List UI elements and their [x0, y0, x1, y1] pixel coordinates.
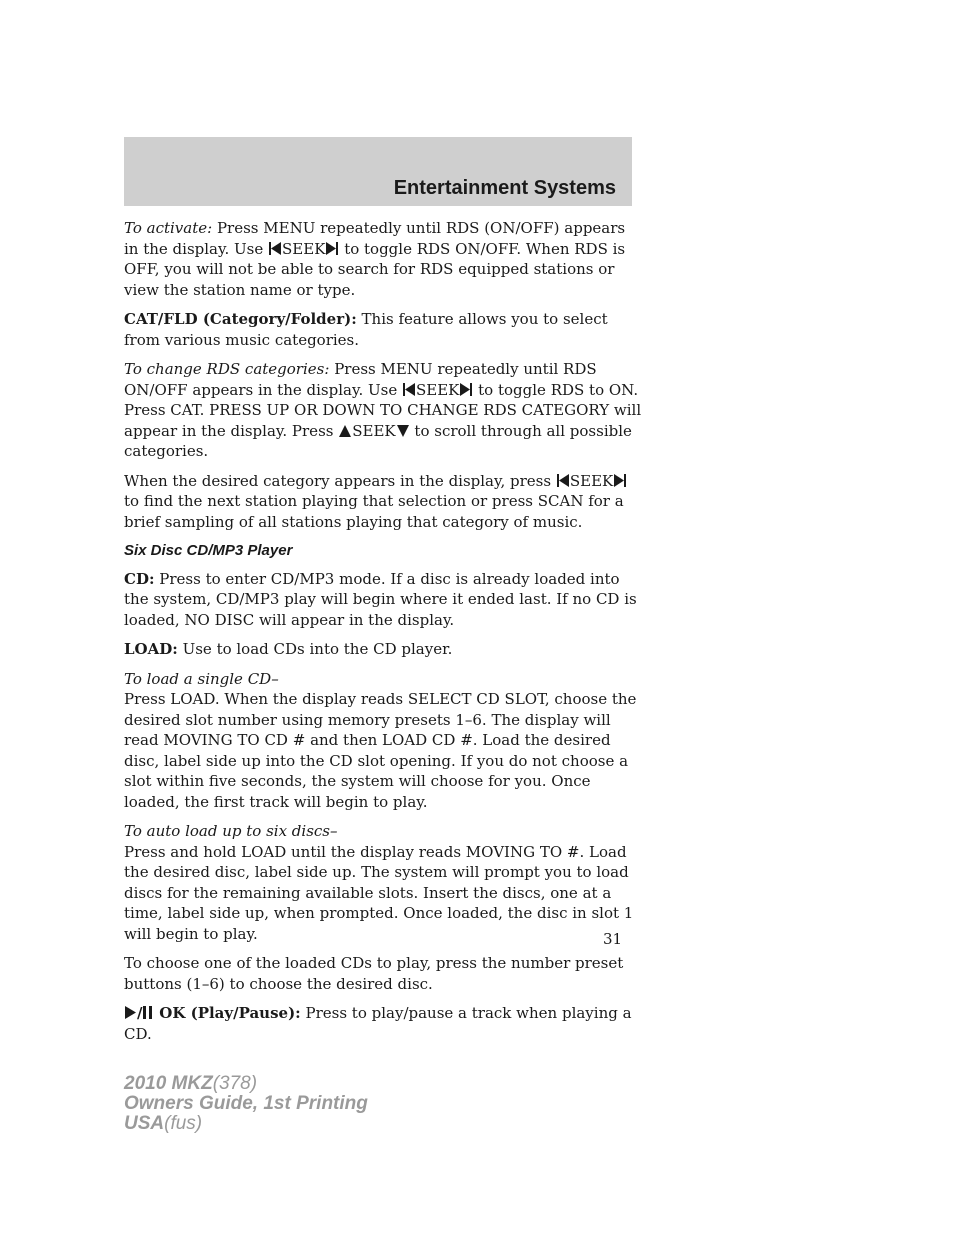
- paragraph-choose-cd: To choose one of the loaded CDs to play, press the number preset buttons (1–6) to choose the desired disc.: [124, 954, 624, 993]
- lead-cat-fld: CAT/FLD (Category/Folder):: [124, 310, 357, 328]
- paragraph-load-single: To load a single CD– Press LOAD. When the display reads SELECT CD SLOT, choose the desired slot number using memory presets 1–6. The display will read MOVING TO CD # and then LOAD CD #. Load the desired disc, label side up into the CD slot opening. If you do not choose a slot within five seconds, the system will choose for you. Once loaded, the first track will begin to play.: [124, 669, 637, 811]
- footer-print-info: [124, 1074, 368, 1134]
- seek-back-icon: [557, 474, 569, 487]
- lead-auto-load: To auto load up to six discs–: [124, 822, 338, 840]
- seek-back-icon: [269, 242, 281, 255]
- pause-icon: [143, 1006, 153, 1019]
- lead-load-single: To load a single CD–: [124, 669, 279, 688]
- paragraph-cat-fld: CAT/FLD (Category/Folder): This feature allows you to select from various music categories.: [124, 310, 608, 349]
- paragraph-load: LOAD: Use to load CDs into the CD player.: [124, 640, 453, 658]
- arrow-up-icon: [339, 425, 351, 437]
- footer-guide-line: Owners Guide, 1st Printing: [124, 1093, 368, 1114]
- seek-back-icon: [403, 383, 415, 396]
- paragraph-cd: CD: Press to enter CD/MP3 mode. If a disc is already loaded into the system, CD/MP3 play will begin where it ended last. If no CD is loaded, NO DISC will appear in the display.: [124, 569, 637, 629]
- play-icon: [125, 1006, 136, 1019]
- paragraph-play-pause: / OK (Play/Pause): Press to play/pause a track when playing a CD.: [124, 1004, 632, 1043]
- lead-cd: CD:: [124, 569, 155, 588]
- subheading-six-disc: Six Disc CD/MP3 Player: [124, 542, 293, 559]
- seek-forward-icon: [614, 474, 626, 487]
- seek-forward-icon: [460, 383, 472, 396]
- section-title: Entertainment Systems: [393, 177, 616, 199]
- lead-ok-play-pause: OK (Play/Pause):: [159, 1004, 301, 1022]
- footer-model-line: 2010 MKZ(378): [124, 1073, 258, 1094]
- arrow-down-icon: [397, 425, 409, 437]
- page-content: [124, 218, 644, 1053]
- lead-load: LOAD:: [124, 640, 178, 658]
- lead-change-rds: To change RDS categories:: [124, 360, 330, 378]
- paragraph-desired-category: When the desired category appears in the display, press SEEK to find the next station playing that selection or press SCAN for a brief sampling of all stations playing that category of music.: [124, 471, 644, 533]
- lead-to-activate: To activate:: [124, 219, 213, 237]
- footer-region-line: USA(fus): [124, 1113, 203, 1134]
- paragraph-rds-categories: To change RDS categories: Press MENU repeatedly until RDS ON/OFF appears in the display. Use SEEK to toggle RDS to ON. Press CAT. PRESS UP OR DOWN TO CHANGE RDS CATEGORY will appear in the display. Press SEEK to scroll through all possible categories.: [124, 360, 642, 460]
- seek-forward-icon: [326, 242, 338, 255]
- header-band: [124, 137, 632, 206]
- paragraph-rds-activate: To activate: Press MENU repeatedly until RDS (ON/OFF) appears in the display. Use SEEK to toggle RDS ON/OFF. When RDS is OFF, you will not be able to search for RDS equipped stations or view the station name or type.: [124, 219, 626, 299]
- page-number: 31: [603, 930, 623, 948]
- paragraph-auto-load: To auto load up to six discs– Press and hold LOAD until the display reads MOVING TO #. Load the desired disc, label side up. The system will prompt you to load discs for the remaining available slots. Insert the discs, one at a time, label side up, when prompted. Once loaded, the disc in slot 1 will begin to play.: [124, 822, 634, 943]
